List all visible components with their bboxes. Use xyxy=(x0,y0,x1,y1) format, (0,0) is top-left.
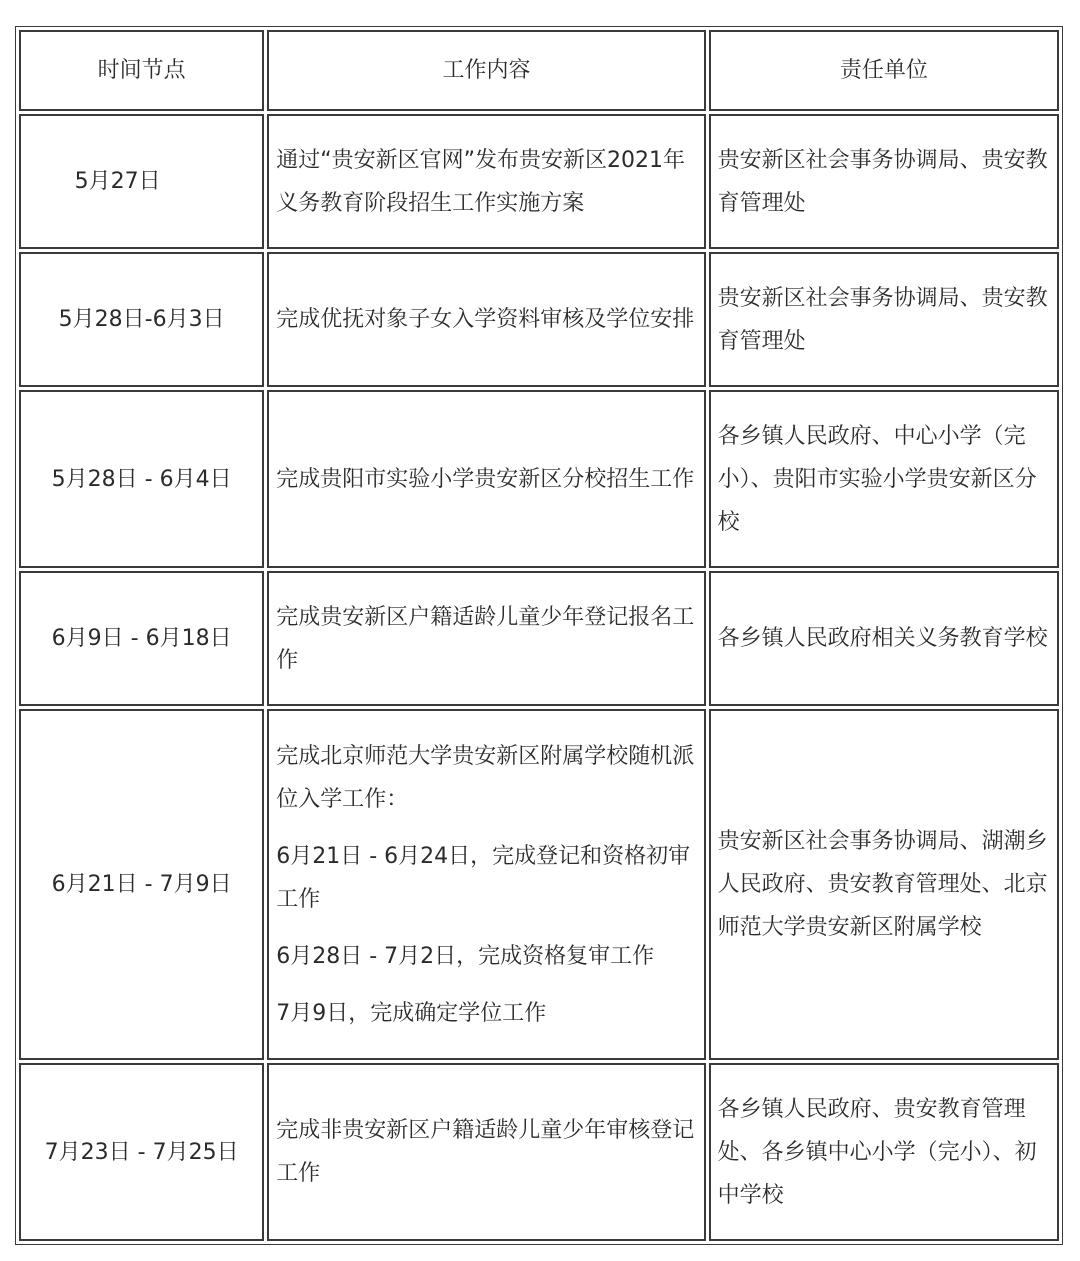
table-row xyxy=(19,252,1059,387)
unit-cell: 各乡镇人民政府相关义务教育学校 xyxy=(709,571,1059,706)
table-row xyxy=(19,709,1059,1060)
date-cell xyxy=(19,571,264,706)
date-text: 5月27日 xyxy=(74,169,161,194)
content-cell xyxy=(267,114,705,249)
unit-cell: 贵安新区社会事务协调局、贵安教育管理处 xyxy=(709,114,1059,249)
content-cell xyxy=(267,252,705,387)
header-responsible-unit: 责任单位 xyxy=(709,30,1059,111)
date-text: 6月21日 - 7月9日 xyxy=(51,872,232,897)
unit-cell: 贵安新区社会事务协调局、贵安教育管理处 xyxy=(709,252,1059,387)
date-text: 5月28日 - 6月4日 xyxy=(51,466,232,492)
date-cell xyxy=(19,709,264,1060)
unit-cell: 各乡镇人民政府、贵安教育管理处、各乡镇中心小学（完小）、初中学校 xyxy=(709,1063,1059,1241)
table-row xyxy=(19,571,1059,706)
content-cell xyxy=(267,709,705,1060)
date-text: 7月23日 - 7月25日 xyxy=(44,1139,239,1165)
content-cell xyxy=(267,571,705,706)
content-text: 完成非贵安新区户籍适龄儿童少年审核登记工作 xyxy=(276,1118,695,1186)
table-header-row xyxy=(19,30,1059,111)
date-cell xyxy=(19,390,264,568)
content-lead-text: 完成北京师范大学贵安新区附属学校随机派位入学工作： xyxy=(276,743,695,812)
date-text: 6月9日 - 6月18日 xyxy=(51,626,232,651)
content-text: 完成贵阳市实验小学贵安新区分校招生工作 xyxy=(276,466,695,492)
date-cell xyxy=(19,252,264,387)
content-text: 通过“贵安新区官网”发布贵安新区2021年义务教育阶段招生工作实施方案 xyxy=(276,147,686,216)
date-cell xyxy=(19,114,264,249)
enrollment-schedule-table xyxy=(15,26,1063,1245)
header-work-content: 工作内容 xyxy=(267,30,705,111)
content-step-text: 7月9日，完成确定学位工作 xyxy=(276,1000,547,1026)
content-text: 完成贵安新区户籍适龄儿童少年登记报名工作 xyxy=(276,604,695,673)
content-cell xyxy=(267,390,705,568)
header-time-node: 时间节点 xyxy=(19,30,264,111)
content-step-text: 6月28日 - 7月2日，完成资格复审工作 xyxy=(276,943,655,969)
date-cell xyxy=(19,1063,264,1241)
unit-cell: 贵安新区社会事务协调局、湖潮乡人民政府、贵安教育管理处、北京师范大学贵安新区附属学校 xyxy=(709,709,1059,1060)
unit-cell: 各乡镇人民政府、中心小学（完小）、贵阳市实验小学贵安新区分校 xyxy=(709,390,1059,568)
table-row xyxy=(19,1063,1059,1241)
table-row xyxy=(19,114,1059,249)
content-cell xyxy=(267,1063,705,1241)
content-text: 完成优抚对象子女入学资料审核及学位安排 xyxy=(276,307,695,332)
date-text: 5月28日-6月3日 xyxy=(58,307,225,332)
table-row xyxy=(19,390,1059,568)
content-step-text: 6月21日 - 6月24日，完成登记和资格初审工作 xyxy=(276,843,691,912)
